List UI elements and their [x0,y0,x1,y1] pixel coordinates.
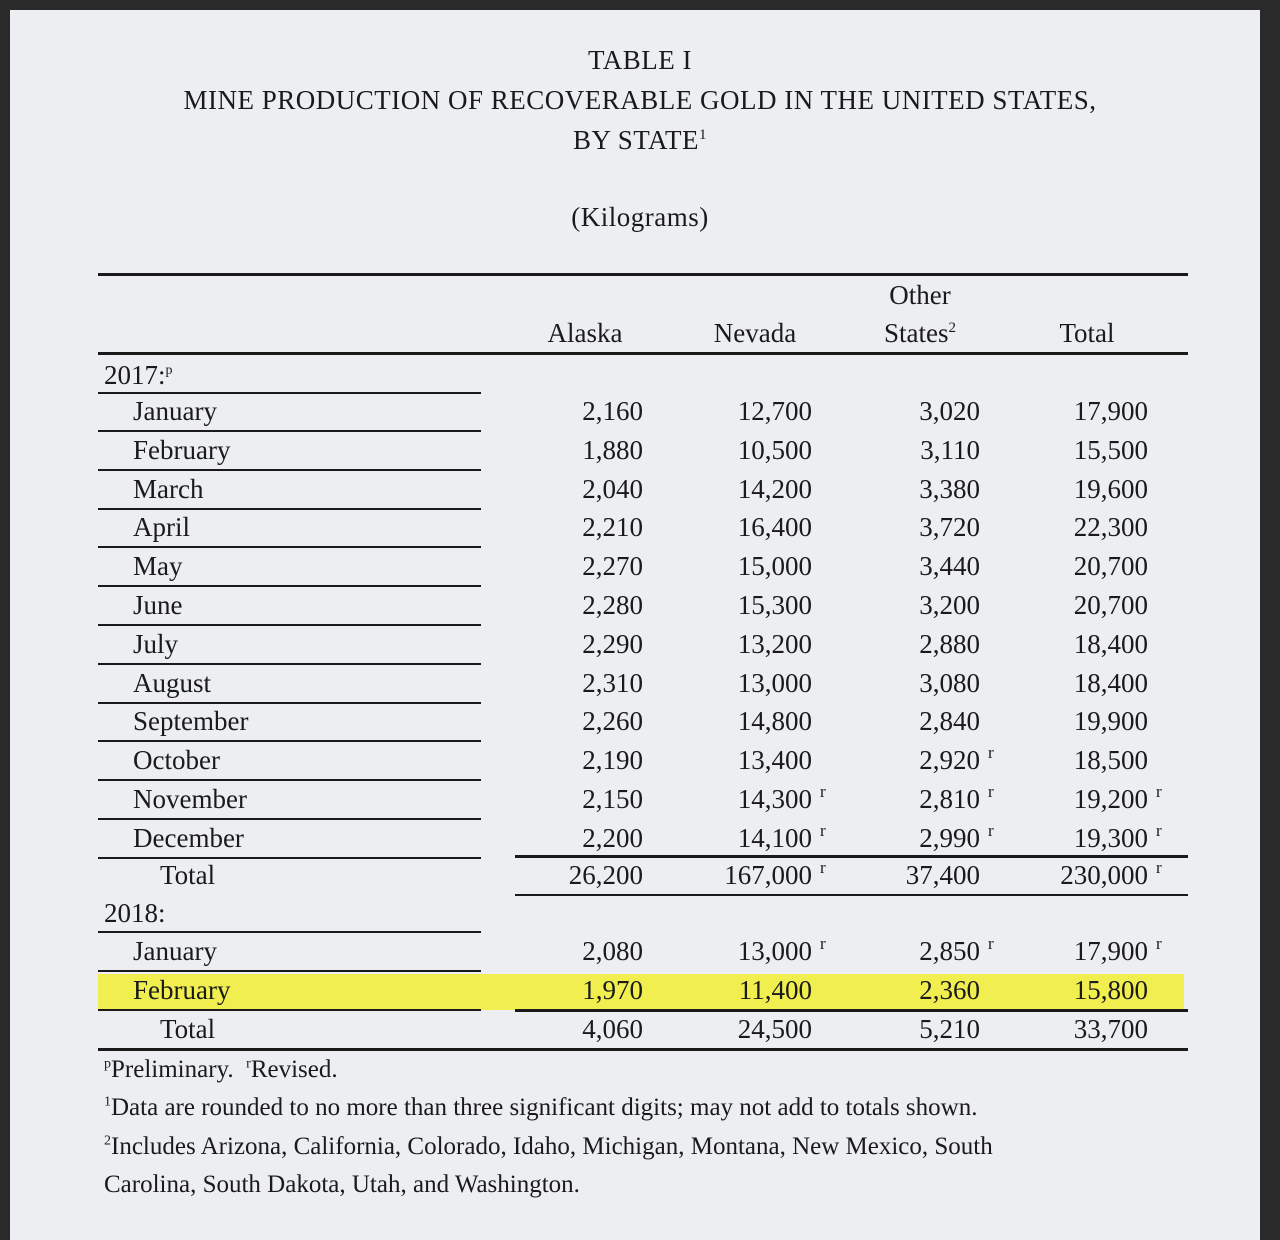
total-bottom-rule-2017 [515,894,1188,896]
month-label: October [133,745,220,776]
row-rule [98,1009,481,1011]
row-rule [98,779,481,781]
footnote-mark: 2 [104,1133,111,1149]
cell-other: 3,110 [920,434,980,465]
table-row [0,472,1280,510]
cell-alaska: 2,210 [582,512,643,543]
table-row [0,394,1280,432]
cell-alaska: 2,190 [582,745,643,776]
cell-alaska: 2,290 [582,628,643,659]
month-label: July [133,628,179,659]
cell-other: 2,840 [919,706,980,737]
row-rule [98,546,481,548]
month-label: March [133,473,204,504]
revised-flag: r [820,820,826,840]
row-rule [98,469,481,471]
cell-total: 18,400 [1073,628,1148,659]
footnote-flags [104,1056,338,1084]
cell-nevada: 13,400 [737,745,812,776]
month-label: August [133,667,212,698]
cell-nevada: 14,200 [737,473,812,504]
header-rule [98,352,1188,355]
cell-nevada: 15,300 [737,590,812,620]
revised-flag: r [1156,858,1162,877]
cell-other: 3,080 [919,667,980,698]
revised-flag: r [1156,820,1162,840]
table-row [0,510,1280,548]
cell-other: 2,810 [919,784,980,814]
month-label: December [133,822,244,853]
cell-other: 5,210 [919,1014,980,1044]
revised-flag: r [988,820,994,840]
cell-nevada: 16,400 [737,512,812,543]
table-subtitle [0,125,1280,156]
cell-nevada: 13,200 [737,628,812,659]
footnote-ref: 2 [948,320,956,336]
table-row [0,973,1280,1011]
cell-total: 20,700 [1073,551,1148,582]
table-row [0,588,1280,626]
table-row [0,743,1280,781]
cell-nevada: 13,000 [737,936,812,966]
table-number: TABLE I [587,45,693,75]
cell-alaska: 2,080 [582,936,643,966]
row-rule [98,702,481,704]
cell-alaska: 1,880 [582,434,643,465]
cell-total: 230,000 [1060,860,1148,890]
revised-flag: r [988,934,994,953]
cell-other: 3,720 [919,512,980,543]
revised-flag: r [1156,782,1162,801]
row-rule [98,624,481,626]
cell-other: 2,990 [919,822,980,853]
bottom-rule [98,1048,1188,1051]
month-label: September [133,706,249,737]
total-label: Total [160,1014,216,1044]
revised-flag: r [820,934,826,953]
row-rule [98,818,481,820]
cell-total: 15,500 [1073,434,1148,465]
table-row [0,782,1280,820]
table-row [0,666,1280,704]
month-label: February [133,974,231,1005]
month-label: June [133,590,183,620]
column-header-other-line1: Other [889,280,951,310]
cell-alaska: 26,200 [568,860,643,890]
cell-nevada: 14,300 [737,784,812,814]
row-rule [98,663,481,665]
cell-other: 3,440 [919,551,980,582]
row-rule [98,430,481,432]
cell-total: 19,200 [1073,784,1148,814]
cell-alaska: 2,260 [582,706,643,737]
cell-other: 3,380 [919,473,980,504]
cell-alaska: 1,970 [582,974,643,1005]
cell-nevada: 14,800 [737,706,812,737]
cell-alaska: 2,310 [582,667,643,698]
cell-nevada: 24,500 [737,1014,812,1044]
footnote-ref: 1 [699,127,708,143]
top-rule [98,273,1188,276]
month-label: February [133,434,231,465]
table-row [0,627,1280,665]
row-rule [98,585,481,587]
footnote-text: Includes Arizona, California, Colorado, Idaho, Michigan, Montana, New Mexico, South [111,1133,993,1160]
revised-flag: r [820,858,826,877]
footnote-text: Revised. [250,1056,338,1083]
cell-total: 17,900 [1073,936,1148,966]
cell-other: 3,020 [919,396,980,426]
month-label: April [133,512,190,543]
footnote-text: Preliminary. [111,1056,234,1083]
total-row-2017 [0,858,1280,896]
footnote-text: Data are rounded to no more than three significant digits; may not add to totals shown. [111,1094,978,1121]
cell-total: 20,700 [1073,590,1148,620]
cell-total: 22,300 [1073,512,1148,543]
month-label: November [133,784,247,814]
total-row-2018 [0,1012,1280,1050]
footnote-2-continued: Carolina, South Dakota, Utah, and Washington. [104,1171,580,1198]
table-row [0,821,1280,859]
preliminary-flag: p [165,363,173,378]
cell-alaska: 2,040 [582,473,643,504]
cell-nevada: 14,100 [737,822,812,853]
cell-nevada: 13,000 [737,667,812,698]
cell-other: 2,850 [919,936,980,966]
footnote-2 [104,1133,993,1161]
cell-alaska: 2,200 [582,822,643,853]
month-label: January [133,936,217,966]
section-2018-label: 2018: [104,898,166,928]
cell-total: 17,900 [1073,396,1148,426]
cell-alaska: 2,280 [582,590,643,620]
revised-flag: r [988,782,994,801]
revised-flag: r [820,782,826,801]
cell-total: 18,500 [1073,745,1148,776]
cell-nevada: 12,700 [737,396,812,426]
cell-other: 37,400 [905,860,980,890]
table-row [0,934,1280,972]
month-label: January [133,396,217,426]
month-label: May [133,551,183,582]
table-title: MINE PRODUCTION OF RECOVERABLE GOLD IN THE UNITED STATES, [183,85,1097,115]
footnote-mark: p [104,1056,111,1072]
cell-total: 19,300 [1073,822,1148,853]
column-header-other-line2: States [884,318,949,348]
cell-total: 15,800 [1073,974,1148,1005]
cell-alaska: 2,150 [582,784,643,814]
cell-total: 33,700 [1073,1014,1148,1044]
cell-nevada: 15,000 [737,551,812,582]
column-header-alaska: Alaska [547,318,623,348]
row-rule [98,508,481,510]
column-header-total: Total [1059,318,1115,348]
cell-total: 18,400 [1073,667,1148,698]
cell-nevada: 10,500 [737,434,812,465]
footnote-mark: r [246,1056,251,1072]
section-2017-text: 2017: [104,360,166,390]
table-subtitle-text: BY STATE [572,125,700,155]
total-label: Total [160,860,216,890]
footnote-mark: 1 [104,1094,111,1110]
cell-nevada: 167,000 [724,860,812,890]
revised-flag: r [988,743,994,763]
table-units: (Kilograms) [571,202,709,232]
cell-total: 19,900 [1073,706,1148,737]
footnote-1 [104,1094,977,1122]
table-row [0,433,1280,471]
cell-alaska: 2,270 [582,551,643,582]
cell-total: 19,600 [1073,473,1148,504]
cell-other: 2,880 [919,628,980,659]
cell-other: 2,360 [919,974,980,1005]
section-2017-label [104,360,173,391]
section-rule [98,931,481,933]
cell-alaska: 2,160 [582,396,643,426]
cell-other: 3,200 [919,590,980,620]
table-row [0,704,1280,742]
cell-alaska: 4,060 [582,1014,643,1044]
row-rule [98,740,481,742]
column-header-nevada: Nevada [713,318,797,348]
cell-other: 2,920 [919,745,980,776]
revised-flag: r [1156,934,1162,953]
cell-nevada: 11,400 [738,974,812,1005]
column-header-other [855,318,985,349]
table-row [0,549,1280,587]
